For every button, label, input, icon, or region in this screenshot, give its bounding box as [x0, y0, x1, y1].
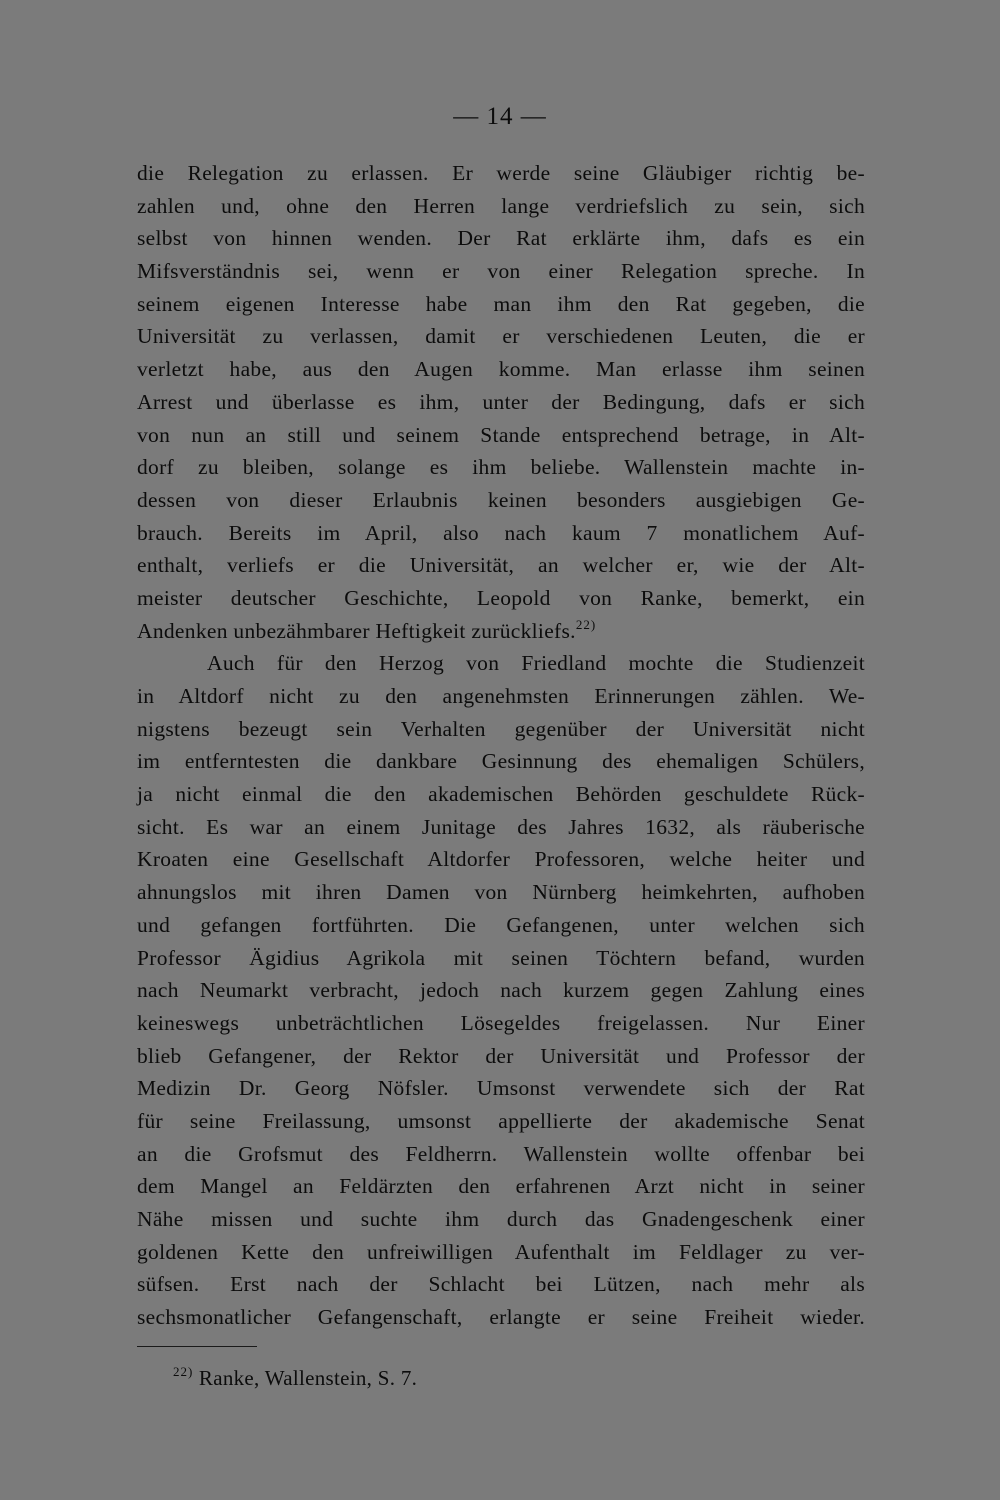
footnote — [173, 1362, 417, 1394]
text-line: dessen von dieser Erlaubnis keinen besonders ausgiebigen Ge- — [137, 487, 865, 512]
text-line: Mifsverständnis sei, wenn er von einer Relegation spreche. In — [137, 259, 865, 284]
text-line: goldenen Kette den unfreiwilligen Aufenthalt im Feldlager zu ver- — [137, 1239, 865, 1264]
text-line: seinem eigenen Interesse habe man ihm den Rat gegeben, die — [137, 291, 865, 316]
page-number: — 14 — — [453, 103, 547, 130]
text-line: blieb Gefangener, der Rektor der Universität und Professor der — [137, 1043, 865, 1068]
text-line: nach Neumarkt verbracht, jedoch nach kurzem gegen Zahlung eines — [137, 978, 865, 1003]
text-line: Kroaten eine Gesellschaft Altdorfer Professoren, welche heiter und — [137, 847, 865, 872]
text-line: Andenken unbezähmbarer Heftigkeit zurückliefs. — [137, 618, 576, 643]
footnote-divider — [137, 1346, 257, 1347]
text-line: ja nicht einmal die den akademischen Behörden geschuldete Rück- — [137, 782, 865, 807]
text-line: dorf zu bleiben, solange es ihm beliebe. Wallenstein machte in- — [137, 455, 865, 480]
text-line: in Altdorf nicht zu den angenehmsten Erinnerungen zählen. We- — [137, 684, 865, 708]
text-line: zahlen und, ohne den Herren lange verdriefslich zu sein, sich — [137, 193, 865, 218]
footnote-marker: 22) — [173, 1364, 194, 1379]
text-line: enthalt, verliefs er die Universität, an welcher er, wie der Alt- — [137, 553, 865, 578]
text-line: und gefangen fortführten. Die Gefangenen, unter welchen sich — [137, 912, 865, 937]
text-line: nigstens bezeugt sein Verhalten gegenüber der Universität nicht — [137, 716, 865, 741]
text-line: Medizin Dr. Georg Nöfsler. Umsonst verwendete sich der Rat — [137, 1076, 865, 1101]
text-line: Professor Ägidius Agrikola mit seinen Töchtern befand, wurden — [137, 945, 865, 970]
text-line: an die Grofsmut des Feldherrn. Wallenstein wollte offenbar bei — [137, 1141, 865, 1166]
text-line: brauch. Bereits im April, also nach kaum 7 monatlichem Auf- — [137, 520, 865, 545]
text-line: die Relegation zu erlassen. Er werde seine Gläubiger richtig be- — [137, 161, 865, 185]
text-line: dem Mangel an Feldärzten den erfahrenen Arzt nicht in seiner — [137, 1174, 865, 1199]
text-line-with-footnote-ref — [137, 615, 865, 648]
text-line: sicht. Es war an einem Junitage des Jahres 1632, als räuberische — [137, 814, 865, 839]
text-line: im entferntesten die dankbare Gesinnung des ehemaligen Schülers, — [137, 749, 865, 774]
text-line: Universität zu verlassen, damit er verschiedenen Leuten, die er — [137, 324, 865, 349]
text-line: verletzt habe, aus den Augen komme. Man erlasse ihm seinen — [137, 357, 865, 382]
text-line: Arrest und überlasse es ihm, unter der Bedingung, dafs er sich — [137, 389, 865, 414]
footnote-reference: 22) — [575, 616, 597, 632]
text-line: für seine Freilassung, umsonst appellierte der akademische Senat — [137, 1108, 865, 1133]
text-line: von nun an still und seinem Stande entsprechend betrage, in Alt- — [137, 422, 865, 447]
body-text — [137, 157, 865, 1334]
text-line: selbst von hinnen wenden. Der Rat erklärte ihm, dafs es ein — [137, 226, 865, 251]
text-line: sechsmonatlicher Gefangenschaft, erlangte er seine Freiheit wieder. — [137, 1305, 865, 1330]
text-line: keineswegs unbeträchtlichen Lösegeldes freigelassen. Nur Einer — [137, 1010, 865, 1035]
text-line: Nähe missen und suchte ihm durch das Gnadengeschenk einer — [137, 1207, 865, 1231]
text-line: meister deutscher Geschichte, Leopold von Ranke, bemerkt, ein — [137, 585, 865, 610]
footnote-text: Ranke, Wallenstein, S. 7. — [198, 1366, 418, 1390]
text-line: süfsen. Erst nach der Schlacht bei Lützen, nach mehr als — [137, 1272, 865, 1297]
text-line: ahnungslos mit ihren Damen von Nürnberg heimkehrten, aufhoben — [137, 880, 865, 905]
paragraph-first-line: Auch für den Herzog von Friedland mochte die Studienzeit — [207, 651, 865, 676]
